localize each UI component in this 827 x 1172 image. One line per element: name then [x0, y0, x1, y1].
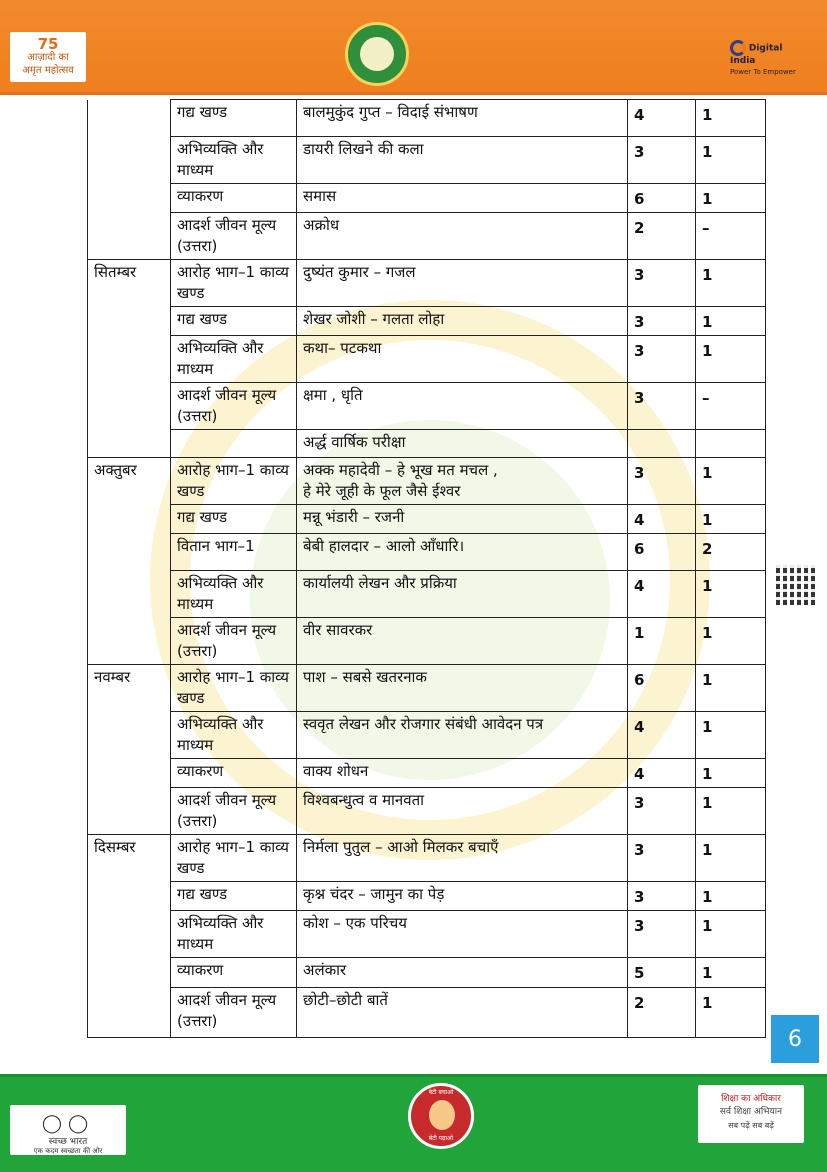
footer-banner — [0, 1074, 827, 1172]
count-cell: 3 — [628, 882, 696, 911]
section-cell: वितान भाग–1 — [171, 534, 297, 571]
qr-code-icon — [776, 565, 816, 605]
month-cell — [88, 336, 171, 383]
count-cell: 4 — [628, 505, 696, 534]
month-cell: नवम्बर — [88, 665, 171, 712]
count-cell: 1 — [628, 618, 696, 665]
mark-cell: 1 — [696, 260, 766, 307]
month-cell — [88, 213, 171, 260]
section-cell: आदर्श जीवन मूल्य (उत्तरा) — [171, 618, 297, 665]
table-row — [88, 336, 766, 383]
table-row — [88, 430, 766, 458]
topic-cell: अक्क महादेवी – हे भूख मत मचल , हे मेरे जूही के फूल जैसे ईश्वर — [297, 458, 628, 505]
mark-cell: 1 — [696, 307, 766, 336]
syllabus-table — [87, 99, 766, 1038]
section-cell: अभिव्यक्ति और माध्यम — [171, 137, 297, 184]
glasses-icon: ◯◯ — [41, 1113, 95, 1134]
topic-cell: दुष्यंत कुमार – गजल — [297, 260, 628, 307]
topic-cell: अलंकार — [297, 958, 628, 988]
table-row — [88, 759, 766, 788]
count-cell: 3 — [628, 137, 696, 184]
mark-cell: 1 — [696, 882, 766, 911]
section-cell: आदर्श जीवन मूल्य (उत्तरा) — [171, 788, 297, 835]
page-number: 6 — [771, 1015, 819, 1063]
table-row — [88, 911, 766, 958]
month-cell — [88, 788, 171, 835]
topic-cell: बालमुकुंद गुप्त – विदाई संभाषण — [297, 100, 628, 137]
topic-cell: वीर सावरकर — [297, 618, 628, 665]
mark-cell: 1 — [696, 571, 766, 618]
month-cell — [88, 571, 171, 618]
section-cell: गद्य खण्ड — [171, 307, 297, 336]
count-cell: 4 — [628, 571, 696, 618]
topic-cell: कथा– पटकथा — [297, 336, 628, 383]
count-cell: 3 — [628, 835, 696, 882]
topic-cell: समास — [297, 184, 628, 213]
digital-india-icon — [730, 40, 746, 56]
count-cell: 6 — [628, 184, 696, 213]
count-cell — [628, 430, 696, 458]
mark-cell: 1 — [696, 988, 766, 1038]
table-row — [88, 788, 766, 835]
topic-cell: पाश – सबसे खतरनाक — [297, 665, 628, 712]
month-cell: दिसम्बर — [88, 835, 171, 882]
count-cell: 3 — [628, 336, 696, 383]
mark-cell: 1 — [696, 137, 766, 184]
month-cell — [88, 911, 171, 958]
mark-cell: 1 — [696, 618, 766, 665]
count-cell: 4 — [628, 712, 696, 759]
topic-cell: मन्नू भंडारी – रजनी — [297, 505, 628, 534]
section-cell: गद्य खण्ड — [171, 882, 297, 911]
section-cell: अभिव्यक्ति और माध्यम — [171, 336, 297, 383]
section-cell: व्याकरण — [171, 184, 297, 213]
count-cell: 2 — [628, 988, 696, 1038]
section-cell: आरोह भाग–1 काव्य खण्ड — [171, 835, 297, 882]
mark-cell: 1 — [696, 458, 766, 505]
table-row — [88, 534, 766, 571]
month-cell — [88, 505, 171, 534]
topic-cell: क्षमा , धृति — [297, 383, 628, 430]
table-row — [88, 571, 766, 618]
month-cell — [88, 988, 171, 1038]
month-cell — [88, 618, 171, 665]
topic-cell: कोश – एक परिचय — [297, 911, 628, 958]
mark-cell: 1 — [696, 712, 766, 759]
month-cell — [88, 383, 171, 430]
mark-cell: 2 — [696, 534, 766, 571]
table-row — [88, 882, 766, 911]
table-row — [88, 665, 766, 712]
section-cell: आदर्श जीवन मूल्य (उत्तरा) — [171, 213, 297, 260]
mark-cell: 1 — [696, 911, 766, 958]
section-cell: आरोह भाग–1 काव्य खण्ड — [171, 665, 297, 712]
mark-cell: 1 — [696, 505, 766, 534]
month-cell — [88, 184, 171, 213]
mark-cell — [696, 430, 766, 458]
section-cell: व्याकरण — [171, 759, 297, 788]
topic-cell: अक्रोध — [297, 213, 628, 260]
topic-cell: बेबी हालदार – आलो आँधारि। — [297, 534, 628, 571]
mark-cell: 1 — [696, 835, 766, 882]
board-emblem-icon — [345, 22, 409, 86]
topic-cell: स्ववृत लेखन और रोजगार संबंधी आवेदन पत्र — [297, 712, 628, 759]
month-cell — [88, 712, 171, 759]
section-cell: गद्य खण्ड — [171, 100, 297, 137]
section-cell: आरोह भाग–1 काव्य खण्ड — [171, 458, 297, 505]
month-cell — [88, 759, 171, 788]
mark-cell: 1 — [696, 100, 766, 137]
table-row — [88, 100, 766, 137]
table-row — [88, 958, 766, 988]
topic-cell: वाक्य शोधन — [297, 759, 628, 788]
mark-cell: 1 — [696, 184, 766, 213]
count-cell: 4 — [628, 100, 696, 137]
table-row — [88, 712, 766, 759]
count-cell: 3 — [628, 911, 696, 958]
table-row — [88, 383, 766, 430]
topic-cell: कार्यालयी लेखन और प्रक्रिया — [297, 571, 628, 618]
section-cell — [171, 430, 297, 458]
count-cell: 3 — [628, 788, 696, 835]
count-cell: 3 — [628, 458, 696, 505]
section-cell: आदर्श जीवन मूल्य (उत्तरा) — [171, 988, 297, 1038]
month-cell — [88, 100, 171, 137]
section-cell: आरोह भाग–1 काव्य खण्ड — [171, 260, 297, 307]
count-cell: 3 — [628, 307, 696, 336]
section-cell: गद्य खण्ड — [171, 505, 297, 534]
table-row — [88, 618, 766, 665]
table-row — [88, 260, 766, 307]
section-cell: आदर्श जीवन मूल्य (उत्तरा) — [171, 383, 297, 430]
topic-cell: छोटी–छोटी बातें — [297, 988, 628, 1038]
table-row — [88, 458, 766, 505]
table-row — [88, 988, 766, 1038]
girl-face-icon — [429, 1100, 455, 1130]
swachh-bharat-logo: ◯◯ स्वच्छ भारत एक कदम स्वच्छता की ओर — [10, 1105, 126, 1155]
azadi-amrit-mahotsav-logo: 75 आज़ादी का अमृत महोत्सव — [10, 32, 86, 82]
section-cell: अभिव्यक्ति और माध्यम — [171, 911, 297, 958]
topic-cell: अर्द्ध वार्षिक परीक्षा — [297, 430, 628, 458]
table-row — [88, 137, 766, 184]
topic-cell: डायरी लिखने की कला — [297, 137, 628, 184]
mark-cell: 1 — [696, 958, 766, 988]
month-cell: अक्तुबर — [88, 458, 171, 505]
mark-cell: – — [696, 383, 766, 430]
digital-india-logo: Digital India Power To Empower — [730, 40, 800, 70]
month-cell — [88, 137, 171, 184]
count-cell: 6 — [628, 534, 696, 571]
month-cell — [88, 430, 171, 458]
month-cell — [88, 534, 171, 571]
table-row — [88, 505, 766, 534]
month-cell — [88, 307, 171, 336]
month-cell — [88, 882, 171, 911]
count-cell: 3 — [628, 383, 696, 430]
section-cell: अभिव्यक्ति और माध्यम — [171, 571, 297, 618]
count-cell: 2 — [628, 213, 696, 260]
mark-cell: 1 — [696, 336, 766, 383]
right-to-education-logo: शिक्षा का अधिकार सर्व शिक्षा अभियान सब पढ़ें सब बढ़ें — [698, 1085, 804, 1143]
mark-cell: 1 — [696, 665, 766, 712]
count-cell: 3 — [628, 260, 696, 307]
count-cell: 4 — [628, 759, 696, 788]
table-row — [88, 307, 766, 336]
mark-cell: 1 — [696, 788, 766, 835]
month-cell: सितम्बर — [88, 260, 171, 307]
table-row — [88, 213, 766, 260]
topic-cell: शेखर जोशी – गलता लोहा — [297, 307, 628, 336]
header-banner — [0, 0, 827, 95]
count-cell: 6 — [628, 665, 696, 712]
table-row — [88, 184, 766, 213]
section-cell: अभिव्यक्ति और माध्यम — [171, 712, 297, 759]
topic-cell: निर्मला पुतुल – आओ मिलकर बचाएँ — [297, 835, 628, 882]
mark-cell: – — [696, 213, 766, 260]
topic-cell: कृश्न चंदर – जामुन का पेड़ — [297, 882, 628, 911]
topic-cell: विश्वबन्धुत्व व मानवता — [297, 788, 628, 835]
beti-bachao-logo: बेटी बचाओ बेटी पढ़ाओ — [408, 1083, 474, 1149]
mark-cell: 1 — [696, 759, 766, 788]
table-row — [88, 835, 766, 882]
count-cell: 5 — [628, 958, 696, 988]
section-cell: व्याकरण — [171, 958, 297, 988]
month-cell — [88, 958, 171, 988]
